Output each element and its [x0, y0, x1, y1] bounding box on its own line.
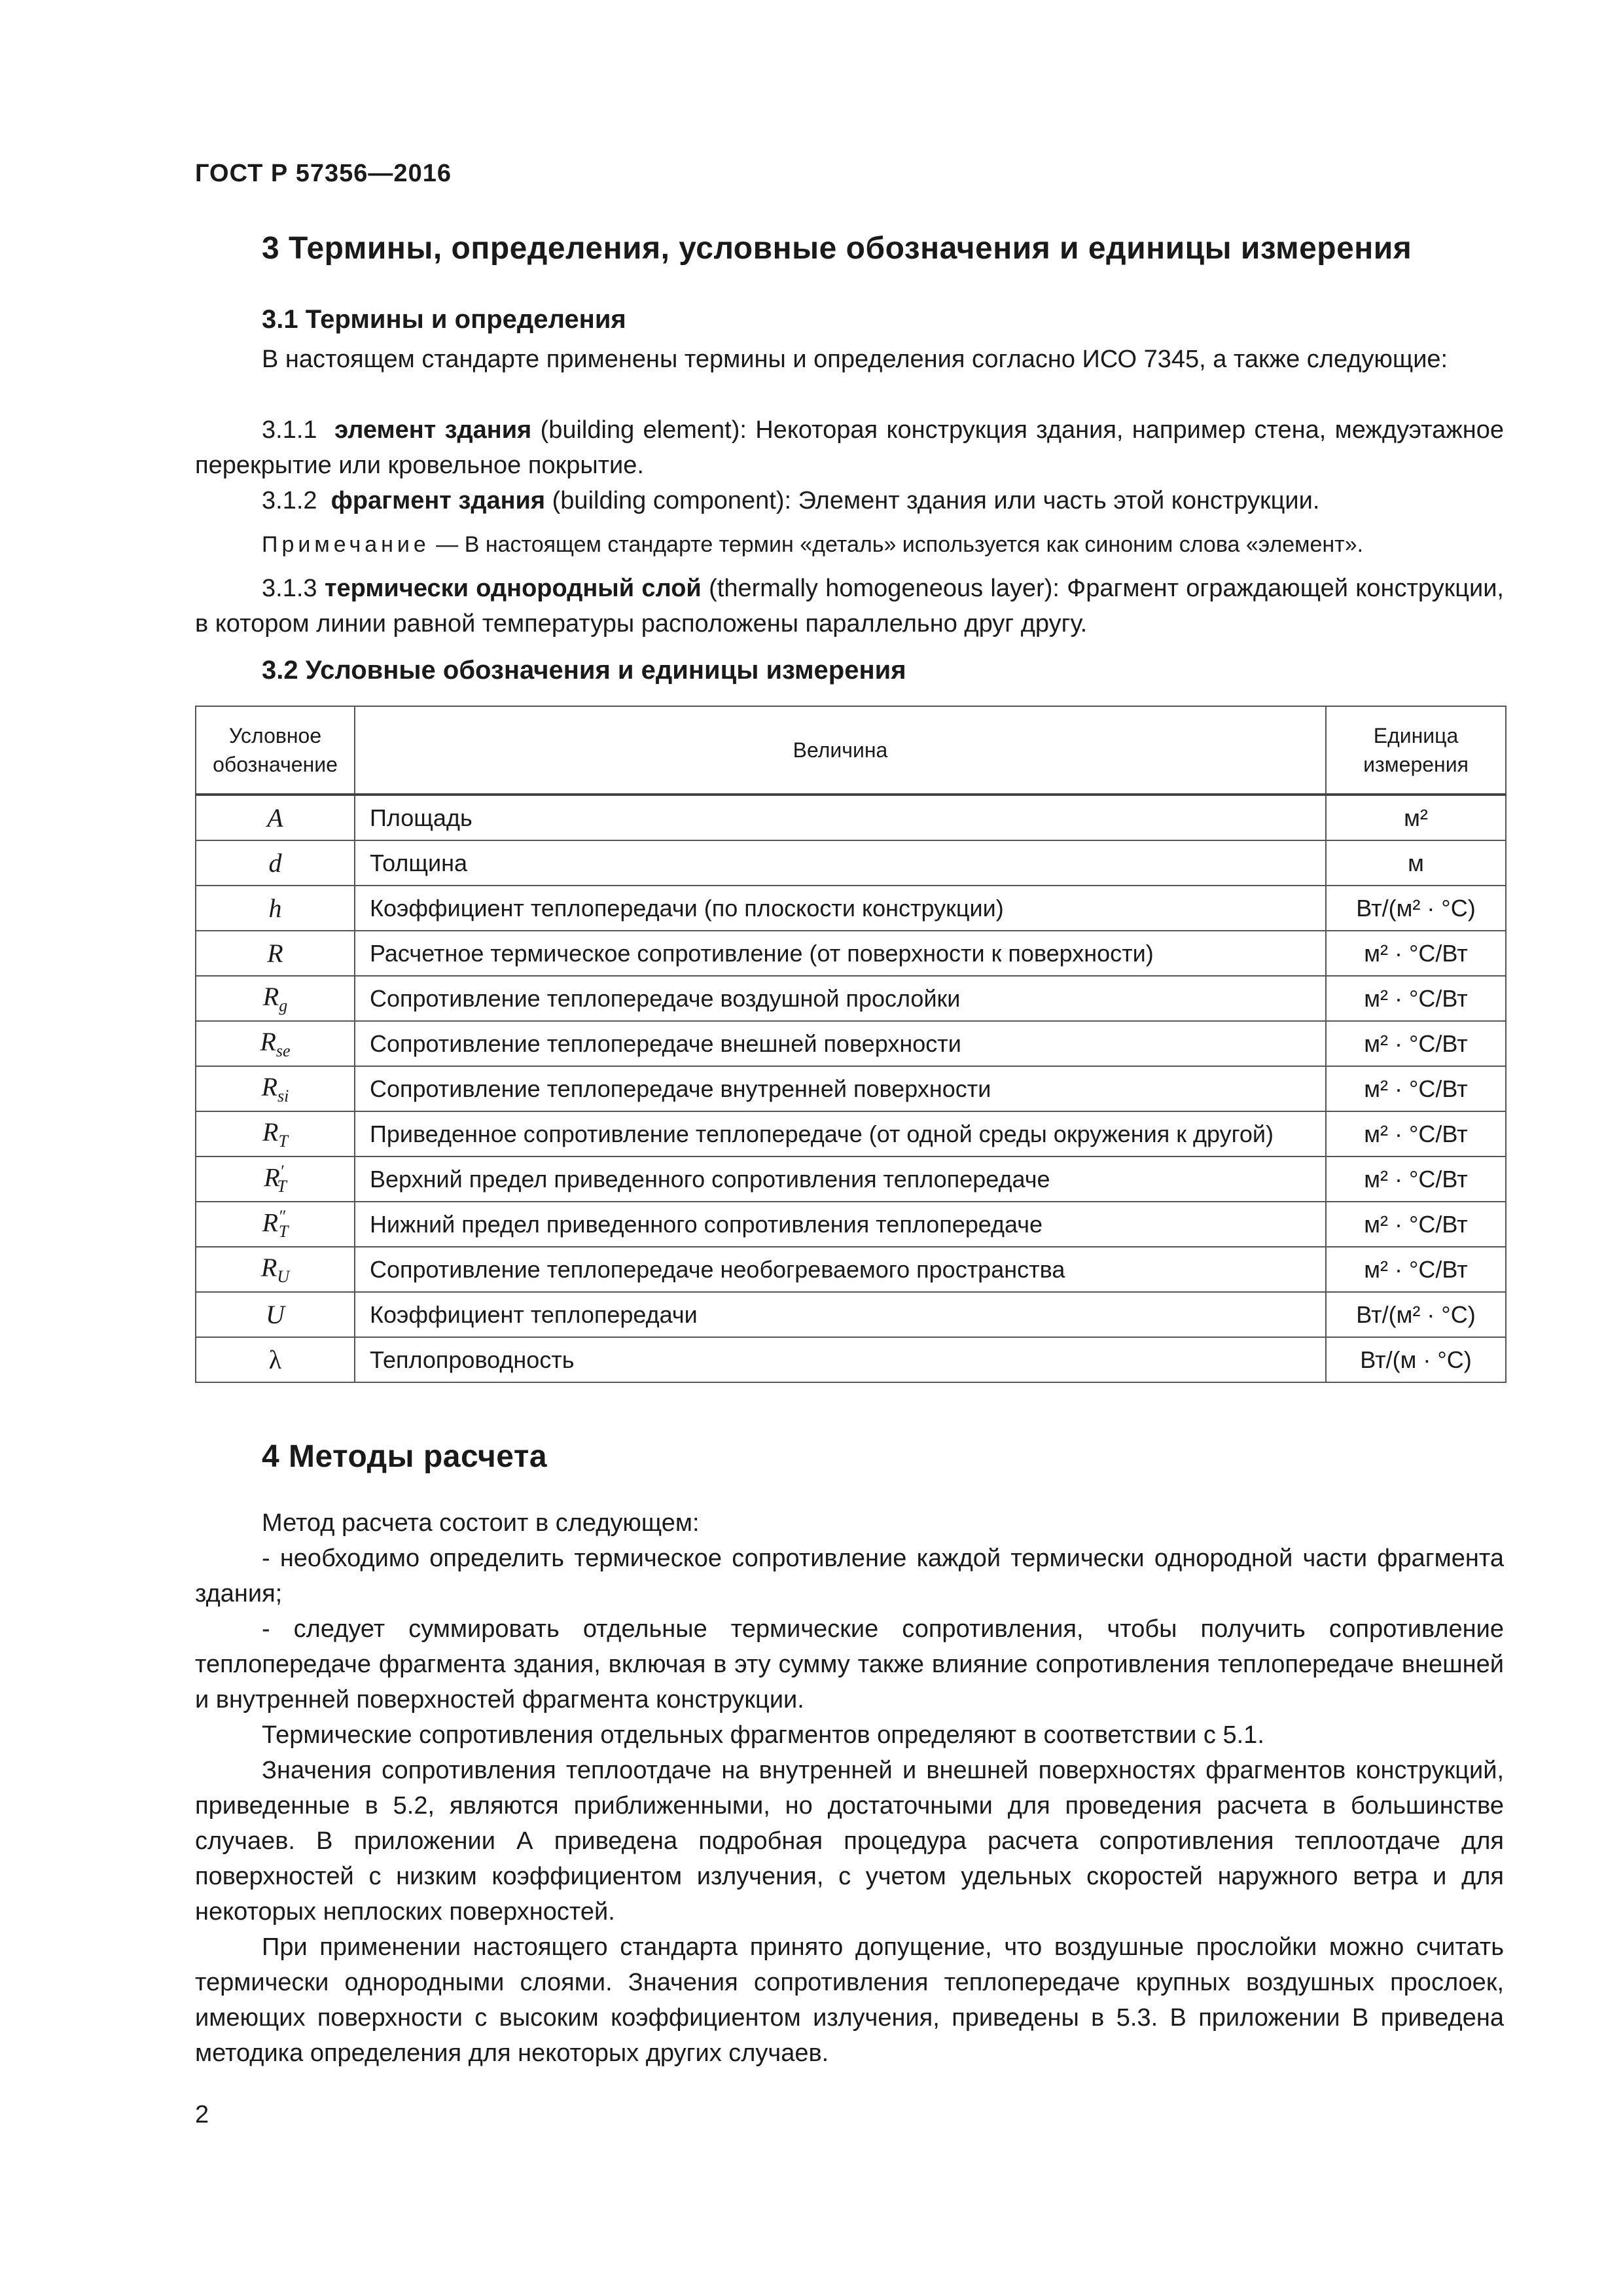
- symbol-cell: $R_{si}$: [196, 1066, 355, 1111]
- quantity-cell: Приведенное сопротивление теплопередаче (от одной среды окружения к другой): [355, 1111, 1326, 1157]
- term-number: 3.1.2: [262, 487, 317, 514]
- quantity-cell: Коэффициент теплопередачи: [355, 1292, 1326, 1337]
- quantity-cell: Толщина: [355, 840, 1326, 886]
- symbol-cell: $R_{se}$: [196, 1021, 355, 1066]
- method-paragraph-2: Термические сопротивления отдельных фрагментов определяют в соответствии с 5.1.: [262, 1721, 1264, 1749]
- unit-cell: м: [1326, 840, 1506, 886]
- quantity-cell: Теплопроводность: [355, 1337, 1326, 1382]
- unit-cell: м²: [1326, 795, 1506, 840]
- quantity-cell: Сопротивление теплопередаче воздушной прослойки: [355, 976, 1326, 1021]
- table-row: [196, 1157, 1506, 1202]
- unit-cell: м² · °С/Вт: [1326, 1111, 1506, 1157]
- term-definition: (building element): Некоторая конструкция здания, например стена, междуэтажное перекрытие или кровельное покрытие.: [195, 416, 1504, 479]
- quantity-cell: Расчетное термическое сопротивление (от поверхности к поверхности): [355, 931, 1326, 976]
- subsection-3-2-title: 3.2 Условные обозначения и единицы измерения: [262, 656, 906, 685]
- quantity-cell: Нижний предел приведенного сопротивления теплопередаче: [355, 1202, 1326, 1247]
- table-row: [196, 840, 1506, 886]
- table-row: [196, 886, 1506, 931]
- term-3-1-1: [195, 412, 1504, 483]
- unit-cell: м² · °С/Вт: [1326, 1202, 1506, 1247]
- table-header-row: [196, 706, 1506, 795]
- quantity-cell: Сопротивление теплопередаче внутренней поверхности: [355, 1066, 1326, 1111]
- table-row: [196, 1202, 1506, 1247]
- term-3-1-2: [195, 483, 1504, 518]
- term-definition: (building component): Элемент здания или часть этой конструкции.: [552, 487, 1320, 514]
- symbol-cell: U: [196, 1292, 355, 1337]
- symbol-cell: h: [196, 886, 355, 931]
- table-row: [196, 976, 1506, 1021]
- term-definition: (thermally homogeneous layer): Фрагмент ограждающей конструкции, в котором линии равной температуры расположены параллельно друг другу.: [195, 575, 1504, 637]
- quantity-cell: Коэффициент теплопередачи (по плоскости конструкции): [355, 886, 1326, 931]
- symbol-cell: λ: [196, 1337, 355, 1382]
- document-code: ГОСТ Р 57356—2016: [195, 160, 452, 187]
- term-name: элемент здания: [334, 416, 532, 444]
- method-list-item-2: - следует суммировать отдельные термические сопротивления, чтобы получить сопротивление теплопередаче фрагмента здания, включая в эту сумму также влияние сопротивления теплопередаче внешней и внутренней поверхностей фрагмента конструкции.: [195, 1615, 1504, 1713]
- unit-cell: м² · °С/Вт: [1326, 976, 1506, 1021]
- table-row: [196, 931, 1506, 976]
- symbol-cell: R: [196, 931, 355, 976]
- table-row: [196, 1066, 1506, 1111]
- quantity-cell: Верхний предел приведенного сопротивления теплопередаче: [355, 1157, 1326, 1202]
- section-3-title: 3 Термины, определения, условные обозначения и единицы измерения: [262, 231, 1412, 266]
- symbol-cell: $R'_T$: [196, 1157, 355, 1202]
- unit-cell: Вт/(м · °С): [1326, 1337, 1506, 1382]
- table-row: [196, 1292, 1506, 1337]
- method-list-item-1: - необходимо определить термическое сопротивление каждой термически однородной части фрагмента здания;: [195, 1545, 1504, 1607]
- header-quantity: Величина: [355, 706, 1326, 795]
- method-paragraph-1: Метод расчета состоит в следующем:: [262, 1509, 700, 1537]
- note-label: Примечание: [262, 532, 430, 557]
- term-3-1-3: [195, 571, 1504, 641]
- symbol-cell: d: [196, 840, 355, 886]
- symbol-cell: $R''_T$: [196, 1202, 355, 1247]
- symbol-cell: A: [196, 795, 355, 840]
- subsection-3-1-title: 3.1 Термины и определения: [262, 305, 626, 334]
- term-name: фрагмент здания: [330, 487, 546, 514]
- symbol-cell: $R_g$: [196, 976, 355, 1021]
- term-name: термически однородный слой: [324, 575, 702, 602]
- unit-cell: Вт/(м² · °С): [1326, 886, 1506, 931]
- table-row: [196, 1021, 1506, 1066]
- unit-cell: Вт/(м² · °С): [1326, 1292, 1506, 1337]
- quantity-cell: Площадь: [355, 795, 1326, 840]
- quantity-cell: Сопротивление теплопередаче внешней поверхности: [355, 1021, 1326, 1066]
- note-text: — В настоящем стандарте термин «деталь» используется как синоним слова «элемент».: [436, 532, 1364, 557]
- note: [262, 529, 1505, 560]
- table-row: [196, 1337, 1506, 1382]
- method-paragraph-4: При применении настоящего стандарта принято допущение, что воздушные прослойки можно считать термически однородными слоями. Значения сопротивления теплопередаче крупных воздушных прослоек, имеющих поверхности с высоким коэффициентом излучения, приведены в 5.3. В приложении В приведена методика определения для некоторых других случаев.: [195, 1933, 1504, 2067]
- table-row: [196, 1111, 1506, 1157]
- unit-cell: м² · °С/Вт: [1326, 1066, 1506, 1111]
- unit-cell: м² · °С/Вт: [1326, 1247, 1506, 1292]
- header-symbol: Условное обозначение: [196, 706, 355, 795]
- section-4-title: 4 Методы расчета: [262, 1439, 548, 1474]
- quantity-cell: Сопротивление теплопередаче необогреваемого пространства: [355, 1247, 1326, 1292]
- unit-cell: м² · °С/Вт: [1326, 1021, 1506, 1066]
- header-unit: Единица измерения: [1326, 706, 1506, 795]
- page-number: 2: [195, 2101, 209, 2128]
- intro-paragraph: В настоящем стандарте применены термины и определения согласно ИСО 7345, а также следующие:: [262, 346, 1448, 373]
- term-number: 3.1.1: [262, 416, 317, 444]
- table-row: [196, 795, 1506, 840]
- unit-cell: м² · °С/Вт: [1326, 1157, 1506, 1202]
- term-number: 3.1.3: [262, 575, 317, 602]
- symbols-table: [195, 706, 1507, 1383]
- symbol-cell: $R_U$: [196, 1247, 355, 1292]
- symbol-cell: $R_T$: [196, 1111, 355, 1157]
- method-paragraph-3: Значения сопротивления теплоотдаче на внутренней и внешней поверхностях фрагментов конструкций, приведенные в 5.2, являются приближенными, но достаточными для проведения расчета в большинстве случаев. В приложении А приведена подробная процедура расчета сопротивления теплоотдаче для поверхностей с низким коэффициентом излучения, с учетом удельных скоростей наружного ветра и для некоторых неплоских поверхностей.: [195, 1757, 1504, 1926]
- unit-cell: м² · °С/Вт: [1326, 931, 1506, 976]
- table-row: [196, 1247, 1506, 1292]
